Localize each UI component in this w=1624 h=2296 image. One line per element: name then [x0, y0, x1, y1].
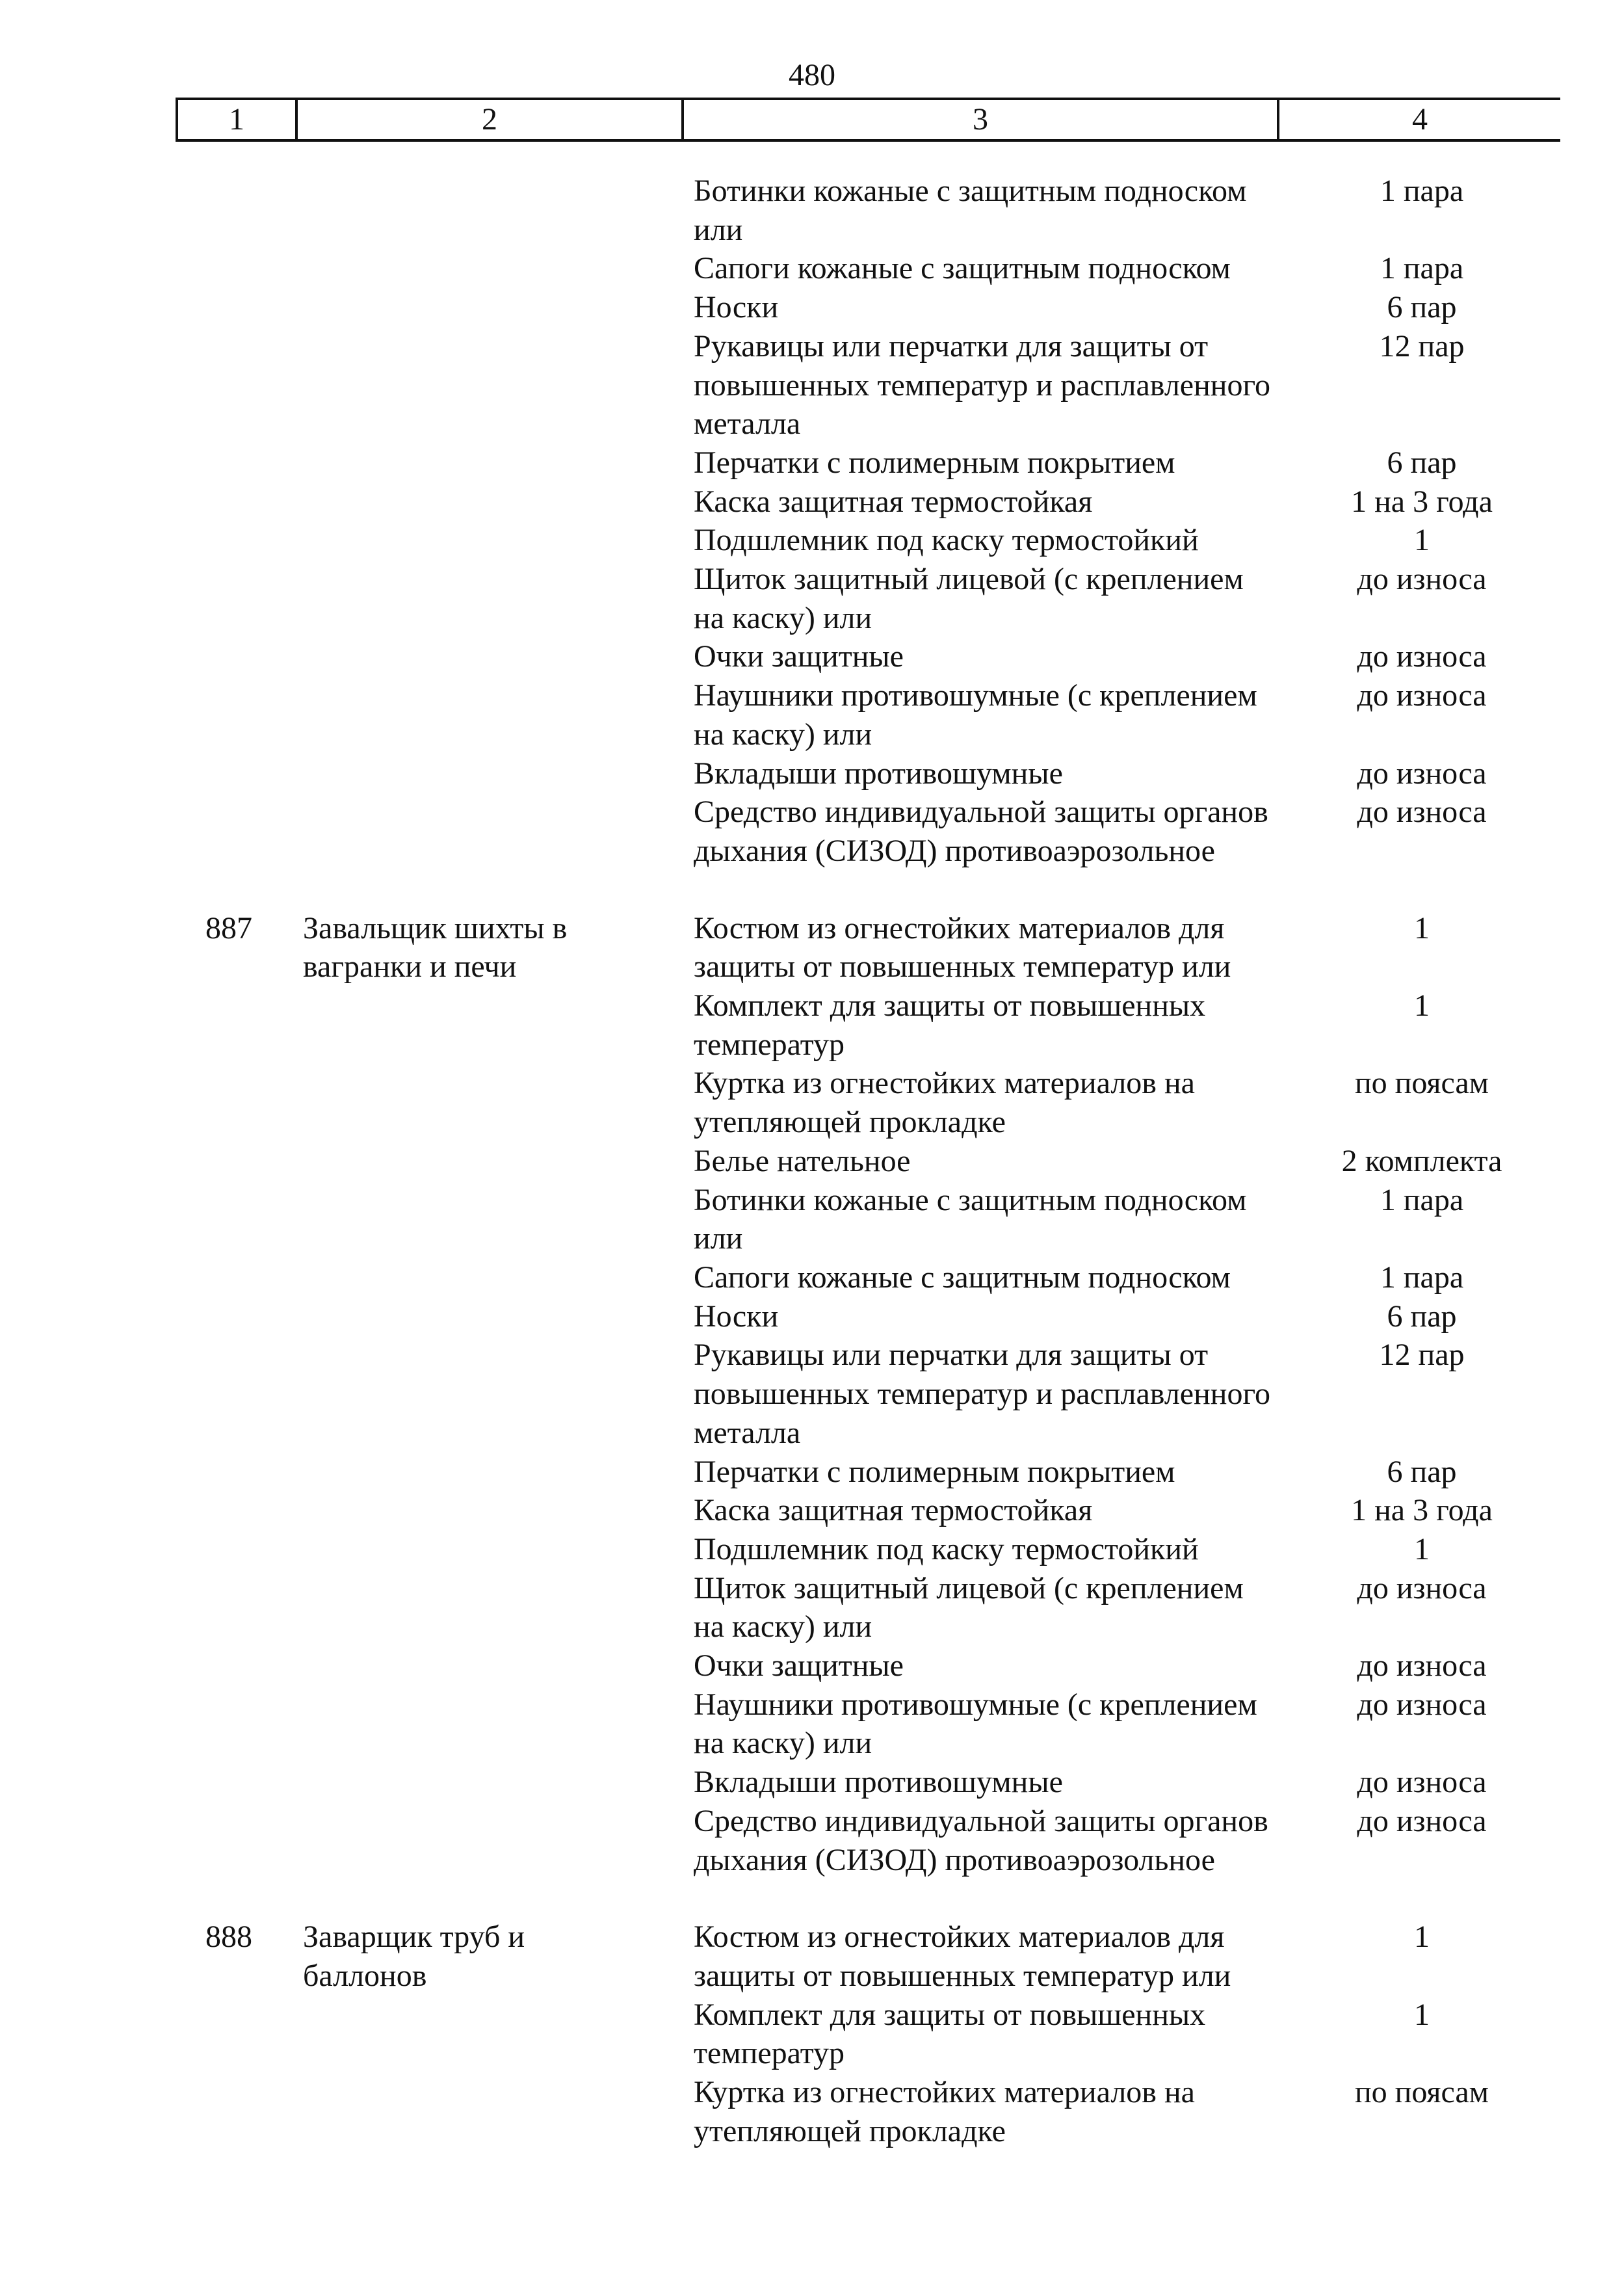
ppe-quantity: по поясам: [1354, 1066, 1489, 1101]
ppe-item: Перчатки с полимерным покрытием: [694, 1454, 1175, 1489]
ppe-item: Средство индивидуальной защиты органов дыхания (СИЗОД) противоаэрозольное: [694, 1803, 1268, 1877]
ppe-item: Вкладыши противошумные: [694, 1765, 1063, 1800]
ppe-item: Перчатки с полимерным покрытием: [694, 445, 1175, 480]
ppe-quantity: 12 пар: [1379, 328, 1465, 363]
ppe-item: Куртка из огнестойких материалов на утепляющей прокладке: [694, 2075, 1195, 2148]
table-row: [0, 986, 1624, 1064]
ppe-item: Щиток защитный лицевой (с креплением на каску) или: [694, 562, 1244, 635]
ppe-quantity: 1: [1414, 1997, 1430, 2032]
column-header-1: 1: [178, 100, 298, 139]
table-row: [0, 482, 1624, 521]
ppe-quantity: 6 пар: [1387, 445, 1457, 480]
ppe-item: Очки защитные: [694, 1648, 904, 1683]
ppe-item: Каска защитная термостойкая: [694, 1493, 1093, 1528]
table-row: [0, 443, 1624, 482]
ppe-quantity: 6 пар: [1387, 290, 1457, 325]
table-row: [0, 1685, 1624, 1763]
ppe-quantity: 1 пара: [1380, 1182, 1464, 1217]
ppe-item: Подшлемник под каску термостойкий: [694, 1531, 1199, 1566]
entry-profession: Завальщик шихты в вагранки и печи: [303, 910, 568, 984]
ppe-quantity: 1 пара: [1380, 251, 1464, 286]
entry-profession: Заварщик труб и баллонов: [303, 1920, 525, 1993]
ppe-item: Средство индивидуальной защиты органов дыхания (СИЗОД) противоаэрозольное: [694, 795, 1268, 868]
table-row: [0, 793, 1624, 870]
ppe-quantity: 1 на 3 года: [1351, 1493, 1493, 1528]
ppe-item: Куртка из огнестойких материалов на утепляющей прокладке: [694, 1066, 1195, 1140]
ppe-quantity: до износа: [1357, 756, 1487, 791]
table-body: [0, 172, 1624, 2150]
ppe-quantity: 1 пара: [1380, 174, 1464, 208]
ppe-item: Щиток защитный лицевой (с креплением на каску) или: [694, 1570, 1244, 1644]
ppe-item: Костюм из огнестойких материалов для защиты от повышенных температур или: [694, 910, 1231, 984]
ppe-quantity: до износа: [1357, 795, 1487, 830]
column-header-2: 2: [298, 100, 684, 139]
table-row: [0, 754, 1624, 793]
ppe-item: Каска защитная термостойкая: [694, 484, 1093, 519]
ppe-item: Ботинки кожаные с защитным подноском или: [694, 1182, 1247, 1256]
ppe-item: Рукавицы или перчатки для защиты от повышенных температур и расплавленного металла: [694, 1338, 1270, 1450]
table-row: [0, 1996, 1624, 2073]
table-row: [0, 2073, 1624, 2150]
table-row: [0, 327, 1624, 443]
table-entry: [0, 909, 1624, 1880]
ppe-quantity: до износа: [1357, 678, 1487, 713]
ppe-quantity: по поясам: [1354, 2075, 1489, 2110]
table-row: [0, 1258, 1624, 1297]
ppe-item: Носки: [694, 290, 779, 325]
ppe-quantity: до износа: [1357, 1687, 1487, 1722]
table-row: [0, 172, 1624, 249]
entry-number: 888: [205, 1920, 252, 1955]
table-row: [0, 1064, 1624, 1141]
ppe-item: Очки защитные: [694, 639, 904, 674]
table-row: [0, 288, 1624, 327]
table-row: [0, 1491, 1624, 1530]
ppe-item: Наушники противошумные (с креплением на каску) или: [694, 1687, 1257, 1761]
table-row: [0, 1181, 1624, 1258]
column-header-4: 4: [1412, 102, 1428, 137]
ppe-quantity: 1: [1414, 910, 1430, 945]
ppe-quantity: 1 на 3 года: [1351, 484, 1493, 519]
ppe-quantity: 12 пар: [1379, 1338, 1465, 1373]
entry-number: 887: [205, 910, 252, 945]
table-row: [0, 1336, 1624, 1452]
table-row: [0, 1142, 1624, 1181]
ppe-item: Белье нательное: [694, 1143, 911, 1178]
ppe-quantity: 1: [1414, 1531, 1430, 1566]
ppe-item: Носки: [694, 1299, 779, 1334]
ppe-quantity: 1 пара: [1380, 1260, 1464, 1295]
ppe-quantity: 6 пар: [1387, 1454, 1457, 1489]
ppe-quantity: до износа: [1357, 1570, 1487, 1605]
ppe-quantity: до износа: [1357, 1803, 1487, 1838]
ppe-quantity: 2 комплекта: [1341, 1143, 1502, 1178]
table-row: [0, 1297, 1624, 1336]
table-row: [0, 637, 1624, 676]
ppe-item: Комплект для защиты от повышенных температур: [694, 988, 1206, 1062]
ppe-item: Сапоги кожаные с защитным подноском: [694, 1260, 1231, 1295]
column-header-3: 3: [684, 100, 1279, 139]
table-row: [0, 521, 1624, 560]
column-header-row: [176, 98, 1560, 142]
ppe-quantity: до износа: [1357, 562, 1487, 597]
ppe-item: Комплект для защиты от повышенных температур: [694, 1997, 1206, 2071]
ppe-quantity: 6 пар: [1387, 1299, 1457, 1334]
ppe-item: Рукавицы или перчатки для защиты от повышенных температур и расплавленного металла: [694, 328, 1270, 442]
page-number: 480: [789, 58, 835, 92]
table-row: [0, 676, 1624, 754]
ppe-item: Наушники противошумные (с креплением на каску) или: [694, 678, 1257, 752]
table-row: [0, 1453, 1624, 1492]
table-row: [0, 1763, 1624, 1802]
table-row: [0, 1569, 1624, 1646]
ppe-quantity: до износа: [1357, 1648, 1487, 1683]
ppe-item: Сапоги кожаные с защитным подноском: [694, 251, 1231, 286]
table-row: [0, 249, 1624, 288]
ppe-quantity: до износа: [1357, 1765, 1487, 1800]
table-row: [0, 1646, 1624, 1685]
ppe-quantity: 1: [1414, 1920, 1430, 1955]
ppe-item: Подшлемник под каску термостойкий: [694, 523, 1199, 558]
ppe-quantity: до износа: [1357, 639, 1487, 674]
ppe-item: Ботинки кожаные с защитным подноском или: [694, 174, 1247, 247]
table-entry: [0, 1918, 1624, 2150]
table-row: [0, 1802, 1624, 1879]
ppe-quantity: 1: [1414, 523, 1430, 558]
table-row: [0, 1530, 1624, 1569]
table-row: [0, 560, 1624, 637]
table-entry: [0, 172, 1624, 871]
ppe-item: Вкладыши противошумные: [694, 756, 1063, 791]
ppe-item: Костюм из огнестойких материалов для защиты от повышенных температур или: [694, 1920, 1231, 1993]
ppe-quantity: 1: [1414, 988, 1430, 1023]
